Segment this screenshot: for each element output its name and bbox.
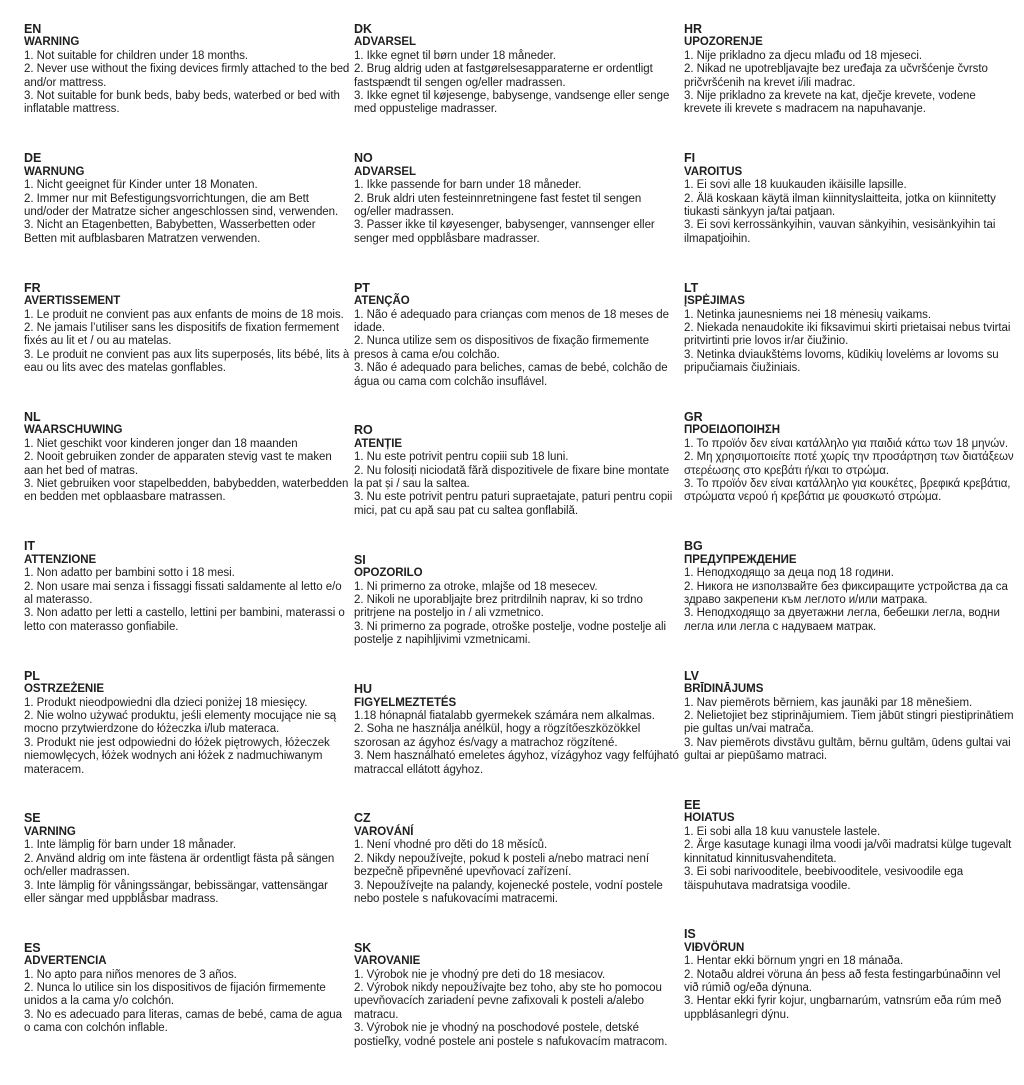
language-code: NL [24, 410, 41, 425]
language-section-bg [684, 540, 1014, 634]
warning-item: 3. Non adatto per letti a castello, lettini per bambini, materassi o letto con materasso gonfiabile. [24, 607, 345, 633]
warning-title: FIGYELMEZTETÉS [354, 696, 457, 709]
warning-item: 2. Älä koskaan käytä ilman kiinnityslaitteita, jotka on kiinnitetty tiukasti sänkyyn ja/tai patjaan. [684, 192, 996, 218]
warning-item: 3. Το προϊόν δεν είναι κατάλληλο για κουκέτες, βρεφικά κρεβάτια, στρώματα νερού ή κρεβάτια με φουσκωτό στρώμα. [684, 478, 1011, 504]
warning-item: 1. Netinka jaunesniems nei 18 mėnesių vaikams. [684, 308, 931, 321]
warning-item: 2. Nunca utilize sem os dispositivos de fixação firmemente presos à cama e/ou colchão. [354, 335, 649, 361]
warning-item: 3. Ikke egnet til køjesenge, babysenge, vandsenge eller senge med oppustelige madrasser. [354, 90, 670, 116]
warning-item: 1. Nije prikladno za djecu mlađu od 18 mjeseci. [684, 49, 922, 62]
column-2 [354, 23, 680, 1085]
warning-item: 3. Ni primerno za pograde, otroške postelje, vodne postelje ali postelje z napihljivimi vzmetnicami. [354, 620, 667, 647]
warning-item: 1. Ikke passende for barn under 18 måneder. [354, 179, 582, 192]
warning-item: 1. Não é adequado para crianças com menos de 18 meses de idade. [354, 308, 669, 334]
warning-item: 2. Never use without the fixing devices firmly attached to the bed and/or mattress. [24, 63, 350, 89]
warning-item: 3. Netinka dviaukštėms lovoms, kūdikių lovelėms ar lovoms su pripučiamais čiužiniais. [684, 348, 999, 375]
warning-item: 1. Produkt nieodpowiedni dla dzieci poniżej 18 miesięcy. [24, 696, 308, 709]
column-3 [684, 23, 1014, 1058]
language-section-fr [24, 282, 350, 376]
warning-item: 3. Nicht an Etagenbetten, Babybetten, Wasserbetten oder Betten mit aufblasbaren Matratzen verwenden. [24, 219, 316, 245]
warning-item: 3. Nem használható emeletes ágyhoz, vízágyhoz vagy felfújható matraccal ellátott ágyhoz. [354, 750, 679, 776]
warning-title: ĮSPĖJIMAS [684, 295, 745, 308]
warning-item: 3. Nu este potrivit pentru paturi supraetajate, paturi pentru copii mici, pat cu apă sau pat cu saltea gonflabilă. [354, 491, 673, 517]
language-code: EE [684, 798, 701, 813]
warning-item: 2. Nu folosiți niciodată fără dispozitivele de fixare bine montate la pat și / sau la saltea. [354, 464, 670, 491]
language-section-ro [354, 424, 680, 518]
warning-item: 1. Nicht geeignet für Kinder unter 18 Monaten. [24, 179, 258, 192]
warning-item: 2. Μη χρησιμοποιείτε ποτέ χωρίς την προσάρτηση των διατάξεων στερέωσης στο κρεβάτι ή/και το στρώμα. [684, 451, 1014, 477]
warning-item: 3. Неподходящо за двуетажни легла, бебешки легла, водни легла или легла с надуваем матрак. [684, 607, 1000, 633]
language-code: BG [684, 539, 703, 554]
language-section-se [24, 812, 350, 906]
warning-item: 1. Неподходящо за деца под 18 години. [684, 567, 894, 580]
warning-title: VAROVÁNÍ [354, 825, 414, 838]
language-code: FI [684, 151, 696, 166]
warning-item: 3. No es adecuado para literas, camas de bebé, cama de agua o cama con colchón inflable. [24, 1008, 342, 1035]
language-section-si [354, 554, 680, 648]
warning-item: 3. Le produit ne convient pas aux lits superposés, lits bébé, lits à eau ou lits avec des matelas gonflables. [24, 348, 350, 375]
language-code: ES [24, 940, 41, 955]
language-section-sk [354, 942, 680, 1049]
warning-item: 2. Nooit gebruiken zonder de apparaten stevig vast te maken aan het bed of matras. [24, 451, 332, 477]
warning-title: ADVARSEL [354, 165, 417, 178]
language-section-lt [684, 282, 1014, 376]
warning-title: VARNING [24, 825, 76, 838]
language-section-ee [684, 799, 1014, 893]
language-section-en [24, 23, 350, 117]
language-code: IT [24, 539, 36, 554]
warning-item: 1. Ikke egnet til børn under 18 måneder. [354, 49, 556, 62]
warning-title: UPOZORENJE [684, 36, 763, 49]
language-section-no [354, 152, 680, 246]
warning-title: BRĪDINĀJUMS [684, 683, 764, 696]
language-section-lv [684, 670, 1014, 764]
warning-item: 3. Výrobok nie je vhodný na poschodové postele, detské postieľky, vodné postele ani postele s nafukovacím matracom. [354, 1022, 668, 1048]
language-code: LV [684, 668, 699, 683]
warning-item: 1. Ni primerno za otroke, mlajše od 18 mesecev. [354, 580, 598, 593]
warning-item: 3. Não é adequado para beliches, camas de bebé, colchão de água ou cama com colchão insuflável. [354, 362, 668, 388]
warning-item: 2. Brug aldrig uden at fastgørelsesapparaterne er ordentligt fastspændt til sengen og/eller madrassen. [354, 63, 653, 89]
warning-title: ATENȚIE [354, 437, 402, 450]
column-1 [24, 23, 350, 1071]
warning-item: 2. Nelietojiet bez stiprinājumiem. Tiem jābūt stingri piestiprinātiem pie gultas un/vai matrača. [684, 709, 1014, 736]
language-code: GR [684, 410, 703, 425]
language-section-de [24, 152, 350, 246]
warning-item: 1. No apto para niños menores de 3 años. [24, 968, 237, 981]
warning-item: 3. Nije prikladno za krevete na kat, dječje krevete, vodene krevete ili krevete s madracem na napuhavanje. [684, 90, 976, 116]
warning-item: 2. Výrobok nikdy nepoužívajte bez toho, aby ste ho pomocou upevňovacích zariadení pevne zafixovali k posteli a/alebo matracu. [354, 982, 662, 1021]
warning-item: 2. Bruk aldri uten festeinnretningene fast festet til sengen og/eller madrassen. [354, 192, 642, 218]
language-code: IS [684, 927, 696, 942]
warning-item: 3. Nav piemērots divstāvu gultām, bērnu gultām, ūdens gultai vai gultai ar piepūšamo matraci. [684, 736, 1011, 763]
language-code: SK [354, 940, 372, 955]
warning-item: 1. Hentar ekki börnum yngri en 18 mánaða. [684, 955, 904, 968]
warning-item: 3. Ei sovi kerrossänkyihin, vauvan sänkyihin, vesisänkyihin tai ilmapatjoihin. [684, 219, 996, 245]
warning-item: 2. Никога не използвайте без фиксиращите устройства да са здраво закрепени към леглото и/или матрака. [684, 580, 1008, 606]
warning-item: 2. Ne jamais l’utiliser sans les dispositifs de fixation fermement fixés au lit et / ou au matelas. [24, 321, 339, 348]
language-section-nl [24, 411, 350, 505]
warning-item: 2. Niekada nenaudokite iki fiksavimui skirti prietaisai nebus tvirtai pritvirtinti prie lovos ir/ar čiužinio. [684, 321, 1011, 348]
warning-title: OSTRZEŻENIE [24, 683, 104, 696]
language-section-it [24, 540, 350, 634]
language-code: PT [354, 280, 370, 295]
warning-item: 2. Ärge kasutage kunagi ilma voodi ja/või madratsi külge tugevalt kinnitatud kinnitusvahenditeta. [684, 839, 1012, 865]
warning-item: 3. Not suitable for bunk beds, baby beds, waterbed or bed with inflatable mattress. [24, 90, 340, 116]
warning-title: VAROITUS [684, 165, 743, 178]
language-section-pl [24, 670, 350, 777]
warning-item: 1. Není vhodné pro děti do 18 měsíců. [354, 839, 548, 852]
language-code: HU [354, 682, 372, 697]
warning-item: 1. Niet geschikt voor kinderen jonger dan 18 maanden [24, 437, 298, 450]
warning-item: 3. Produkt nie jest odpowiedni do łóżek piętrowych, łóżeczek niemowlęcych, łóżek wodnych ani łóżek z nadmuchiwanym materacem. [24, 736, 330, 776]
language-code: HR [684, 22, 702, 36]
warning-item: 1. Inte lämplig för barn under 18 månader. [24, 839, 237, 852]
warning-item: 1. Výrobok nie je vhodný pre deti do 18 mesiacov. [354, 968, 606, 981]
language-code: CZ [354, 811, 371, 826]
warning-item: 3. Hentar ekki fyrir kojur, ungbarnarúm, vatnsrúm eða rúm með uppblásanlegri dýnu. [684, 995, 1002, 1021]
warning-item: 1. Ei sovi alle 18 kuukauden ikäisille lapsille. [684, 179, 907, 192]
language-section-dk [354, 23, 680, 117]
warning-item: 1. Nu este potrivit pentru copiii sub 18 luni. [354, 451, 569, 464]
warning-item: 1.18 hónapnál fiatalabb gyermekek számára nem alkalmas. [354, 709, 655, 722]
warning-title: ADVERTENCIA [24, 955, 107, 968]
warning-title: WARNING [24, 36, 80, 49]
warning-item: 1. Not suitable for children under 18 months. [24, 49, 249, 62]
warning-title: ADVARSEL [354, 36, 417, 49]
warning-item: 1. Ei sobi alla 18 kuu vanustele lastele. [684, 825, 881, 838]
warning-item: 2. Nikoli ne uporabljajte brez pritrdilnih naprav, ki so trdno pritrjene na posteljo in / ali vzmetnico. [354, 594, 643, 620]
language-code: LT [684, 280, 699, 295]
warning-item: 1. Le produit ne convient pas aux enfants de moins de 18 mois. [24, 308, 344, 321]
language-code: FR [24, 280, 41, 295]
language-code: RO [354, 423, 373, 438]
warning-title: VIÐVÖRUN [684, 941, 745, 954]
language-code: NO [354, 151, 373, 166]
warning-item: 3. Passer ikke til køyesenger, babysenger, vannsenger eller senger med oppblåsbare madrasser. [354, 219, 655, 245]
language-section-fi [684, 152, 1014, 246]
warning-item: 2. Nunca lo utilice sin los dispositivos de fijación firmemente unidos a la cama y/o colchón. [24, 982, 326, 1008]
warning-item: 2. Nikdy nepoužívejte, pokud k posteli a/nebo matraci není bezpečně připevněné upevňovací zařízení. [354, 852, 650, 879]
language-code: SI [354, 552, 366, 567]
warning-title: ATENÇÃO [354, 295, 410, 308]
language-section-cz [354, 812, 680, 906]
warning-item: 1. Nav piemērots bērniem, kas jaunāki par 18 mēnešiem. [684, 696, 973, 709]
warning-title: ATTENZIONE [24, 553, 97, 566]
warning-item: 2. Nikad ne upotrebljavajte bez uređaja za učvršćenje čvrsto pričvršćenih na krevet i/ili madrac. [684, 63, 988, 89]
warning-title: HOIATUS [684, 812, 735, 825]
warning-item: 2. Immer nur mit Befestigungsvorrichtungen, die am Bett und/oder der Matratze sicher angeschlossen sind, verwenden. [24, 192, 339, 218]
language-section-gr [684, 411, 1014, 505]
language-code: SE [24, 811, 41, 826]
language-section-hr [684, 23, 1014, 117]
warning-item: 1. Non adatto per bambini sotto i 18 mesi. [24, 567, 235, 580]
language-section-hu [354, 683, 680, 777]
warning-item: 3. Niet gebruiken voor stapelbedden, babybedden, waterbedden en bedden met opblaasbare matrassen. [24, 478, 349, 504]
language-section-is [684, 928, 1014, 1022]
warning-item: 3. Inte lämplig för våningssängar, bebissängar, vattensängar eller sängar med uppblåsbar madrass. [24, 879, 328, 905]
language-section-pt [354, 282, 680, 389]
warning-title: OPOZORILO [354, 567, 423, 580]
warning-item: 2. Soha ne használja anélkül, hogy a rögzítőeszközökkel szorosan az ágyhoz és/vagy a matrachoz rögzítené. [354, 723, 641, 749]
warning-item: 1. Το προϊόν δεν είναι κατάλληλο για παιδιά κάτω των 18 μηνών. [684, 437, 1008, 450]
language-code: PL [24, 668, 40, 683]
warning-title: WARNUNG [24, 165, 85, 178]
language-code: DK [354, 22, 372, 36]
warning-item: 2. Nie wolno używać produktu, jeśli elementy mocujące nie są mocno przytwierdzone do łóżeczka i/lub materaca. [24, 709, 337, 736]
warning-title: AVERTISSEMENT [24, 295, 121, 308]
warning-item: 2. Använd aldrig om inte fästena är ordentligt fästa på sängen och/eller madrassen. [24, 852, 335, 879]
warning-title: ПРЕДУПРЕЖДЕНИЕ [684, 553, 797, 566]
language-code: DE [24, 151, 42, 166]
warning-title: ΠΡΟΕΙΔΟΠΟΙΗΣΗ [684, 424, 780, 437]
warning-item: 2. Non usare mai senza i fissaggi fissati saldamente al letto e/o al materasso. [24, 580, 342, 606]
warning-item: 3. Ei sobi narivooditele, beebivooditele, vesivoodile ega täispuhutava madratsiga voodile. [684, 866, 964, 892]
warning-title: VAROVANIE [354, 955, 421, 968]
warning-title: WAARSCHUWING [24, 424, 123, 437]
language-section-es [24, 942, 350, 1036]
warning-item: 2. Notaðu aldrei vöruna án þess að festa festingarbúnaðinn vel við rúmið og/eða dýnuna. [684, 968, 1001, 995]
language-code: EN [24, 22, 42, 36]
warning-item: 3. Nepoužívejte na palandy, kojenecké postele, vodní postele nebo postele s nafukovacími matracemi. [354, 879, 663, 905]
